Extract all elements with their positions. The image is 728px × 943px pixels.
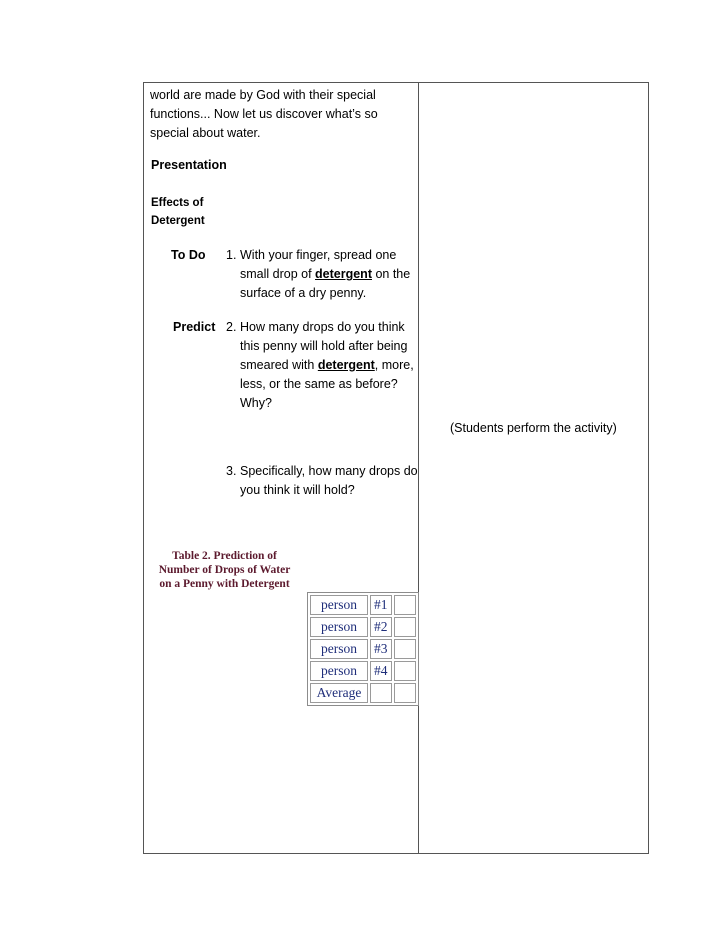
table-cell-name: Average — [310, 683, 368, 703]
table-cell-name: person — [310, 617, 368, 637]
table-cell-name: person — [310, 639, 368, 659]
table-cell-number: #3 — [370, 639, 392, 659]
table-caption-line-1: Table 2. Prediction of — [172, 550, 277, 562]
table-cell-name: person — [310, 661, 368, 681]
section-heading: Presentation — [151, 158, 227, 172]
step-1-number: 1. — [226, 248, 237, 262]
intro-line-1: world are made by God with their special — [150, 88, 376, 102]
subheading-line-2: Detergent — [151, 215, 205, 227]
step-1-line-2: small drop of detergent on the — [240, 267, 411, 281]
prediction-table — [307, 592, 419, 706]
table-row — [310, 661, 416, 681]
table-cell-prediction[interactable] — [394, 639, 416, 659]
students-activity-note: (Students perform the activity) — [450, 421, 617, 435]
table-cell-prediction[interactable] — [394, 595, 416, 615]
table-caption-line-2: Number of Drops of Water — [158, 564, 291, 576]
table-cell-prediction[interactable] — [394, 683, 416, 703]
intro-line-3: special about water. — [150, 126, 261, 140]
step-2-line-2: this penny will hold after being — [240, 339, 408, 353]
table-row — [310, 683, 416, 703]
step-2-number: 2. — [226, 320, 237, 334]
table-cell-prediction[interactable] — [394, 661, 416, 681]
step-2-line-5: Why? — [240, 396, 272, 410]
detergent-keyword: detergent — [317, 358, 375, 372]
table-cell-prediction[interactable] — [394, 617, 416, 637]
intro-line-2: functions... Now let us discover what’s so — [150, 107, 378, 121]
table-cell-name: person — [310, 595, 368, 615]
detergent-keyword: detergent — [315, 267, 372, 281]
table-row — [310, 617, 416, 637]
step-label-todo: To Do — [171, 248, 206, 262]
step-2-line-4: less, or the same as before? — [240, 377, 398, 391]
step-3-line-2: you think it will hold? — [240, 483, 355, 497]
step-1-line-3: surface of a dry penny. — [240, 286, 367, 300]
table-cell-number: #2 — [370, 617, 392, 637]
column-divider — [418, 82, 419, 854]
table-caption — [152, 549, 297, 591]
step-label-predict: Predict — [173, 320, 216, 334]
subheading-line-1: Effects of — [151, 197, 204, 209]
step-2-line-3: smeared with detergent, more, — [240, 358, 414, 372]
table-row — [310, 595, 416, 615]
step-2-line-1: How many drops do you think — [240, 320, 405, 334]
table-caption-line-3: on a Penny with Detergent — [159, 578, 290, 590]
table-row — [310, 639, 416, 659]
table-cell-number — [370, 683, 392, 703]
step-3-number: 3. — [226, 464, 237, 478]
step-3-line-1: Specifically, how many drops do — [240, 464, 418, 478]
table-cell-number: #1 — [370, 595, 392, 615]
table-cell-number: #4 — [370, 661, 392, 681]
step-1-line-1: With your finger, spread one — [240, 248, 397, 262]
